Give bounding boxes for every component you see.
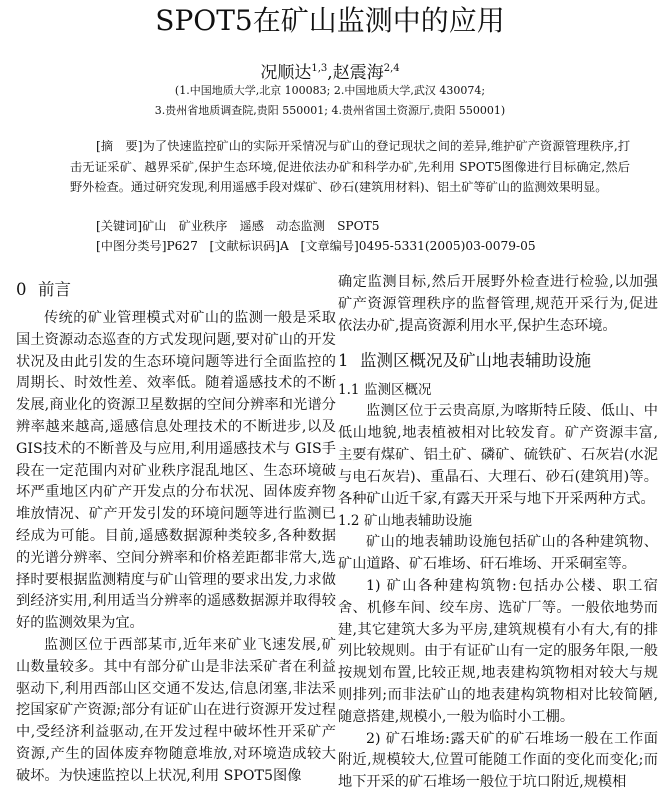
right-column xyxy=(338,272,658,794)
article-no-label: [文章编号] xyxy=(300,239,359,253)
left-column xyxy=(16,268,336,788)
doc-code-value: A xyxy=(280,239,289,253)
subsection-number: 1.2 xyxy=(338,513,360,530)
classification-line xyxy=(96,238,536,254)
subsection-heading-1-2 xyxy=(338,510,658,532)
doc-code-label: [文献标识码] xyxy=(209,239,280,253)
paragraph: 监测区位于西部某市,近年来矿业飞速发展,矿山数量较多。其中有部分矿山是非法采矿者在利益驱动下,利用西部山区交通不发达,信息闭塞,非法采挖国家矿产资源;部分有证矿山在进行资源开发过程中,受经济利益驱动,在开发过程中破坏性开采矿产资源,产生的固体废弃物随意堆放,对环境造成较大破坏。为快速监控以上状况,利用 SPOT5图像 xyxy=(16,636,336,784)
section-heading-1 xyxy=(338,349,658,373)
keywords-label: [关键词] xyxy=(96,219,143,233)
section-number: 1 xyxy=(338,351,349,371)
list-item-paragraph: 2) 矿石堆场:露天矿的矿石堆场一般在工作面附近,规模较大,位置可能随工作面的变化而变化;而地下开采的矿石堆场一般位于坑口附近,规模相 xyxy=(338,730,658,791)
affiliations-line-2: 3.贵州省地质调查院,贵阳 550001; 4.贵州省国土资源厅,贵阳 550001) xyxy=(154,104,506,117)
subsection-title: 矿山地表辅助设施 xyxy=(364,513,472,530)
section-title: 前言 xyxy=(38,280,71,299)
author-name: 况顺达 xyxy=(260,63,312,83)
author-separator: , xyxy=(327,63,333,83)
subsection-heading-1-1 xyxy=(338,379,658,401)
author-affiliation-sup: 2,4 xyxy=(383,63,400,74)
subsection-number: 1.1 xyxy=(338,382,360,399)
subsection-title: 监测区概况 xyxy=(364,382,432,399)
author-affiliation-sup: 1,3 xyxy=(311,63,328,74)
clc-label: [中图分类号] xyxy=(96,239,167,253)
author-line xyxy=(0,58,660,84)
paragraph-continuation: 确定监测目标,然后开展野外检查进行检验,以加强矿产资源管理秩序的监督管理,规范开采行为,促进依法办矿,提高资源利用水平,保护生态环境。 xyxy=(338,274,658,334)
section-number: 0 xyxy=(16,280,27,299)
section-heading-0 xyxy=(16,278,336,302)
keywords xyxy=(96,218,380,234)
paper-title: SPOT5在矿山监测中的应用 xyxy=(155,4,505,37)
affiliations-line-1: (1.中国地质大学,北京 100083; 2.中国地质大学,武汉 430074; xyxy=(174,84,486,97)
paragraph: 监测区位于云贵高原,为喀斯特丘陵、低山、中低山地貌,地表植被相对比较发育。矿产资源丰富,主要有煤矿、铝土矿、磷矿、硫铁矿、石灰岩(水泥与电石灰岩)、重晶石、大理石、砂石(建筑用)等。各种矿山近千家,有露天开采与地下开采两种方式。 xyxy=(338,403,658,507)
abstract xyxy=(70,136,630,198)
article-no-value: 0495-5331(2005)03-0079-05 xyxy=(358,239,536,253)
section-title: 监测区概况及矿山地表辅助设施 xyxy=(360,351,591,371)
clc-value: P627 xyxy=(166,239,198,253)
keywords-text: 矿山 矿业秩序 遥感 动态监测 SPOT5 xyxy=(142,219,380,233)
paragraph: 传统的矿业管理模式对矿山的监测一般是采取国土资源动态巡查的方式发现问题,要对矿山的开发状况及由此引发的生态环境问题等进行全面监控的周期长、时效性差、效率低。随着遥感技术的不断发展,商业化的资源卫星数据的空间分辨率和光谱分辨率越来越高,遥感信息处理技术的不断进步,以及 GIS技术的不断普及与应用,利用遥感技术与 GIS手段在一定范围内对矿业秩序混乱地区、生态环境破坏严重地区内矿产开发点的分布状况、固体废弃物堆放情况、矿产开发引发的环境问题等进行监测已经成为可能。目前,遥感数据源种类较多,各种数据的光谱分辨率、空间分辨率和价格差距都非常大,选择时要根据监测精度与矿山管理的要求出发,力求做到经济实用,利用适当分辨率的遥感数据源并取得较好的监测效果为宜。 xyxy=(16,310,336,632)
list-item-paragraph: 1) 矿山各种建构筑物:包括办公楼、职工宿舍、机修车间、绞车房、选矿厂等。一般依地势而建,其它建筑大多为平房,建筑规模有小有大,有的排列比较规则。由于有证矿山有一定的服务年限,一般按规划布置,比较正规,地表建构筑物相对较大与规则排列;而非法矿山的地表建构筑物相对比较简陋,随意搭建,规模小,一般为临时小工棚。 xyxy=(338,577,658,725)
author-name: 赵震海 xyxy=(332,63,384,83)
paragraph: 矿山的地表辅助设施包括矿山的各种建筑物、矿山道路、矿石堆场、矸石堆场、开采硐室等。 xyxy=(338,534,658,573)
abstract-label: [摘 要] xyxy=(96,139,143,153)
abstract-text: 为了快速监控矿山的实际开采情况与矿山的登记现状之间的差异,维护矿产资源管理秩序,打击无证采矿、越界采矿,保护生态环境,促进依法办矿和科学办矿,先利用 SPOT5图像进行目标确定,然后野外检查。通过研究发现,利用遥感手段对煤矿、砂石(建筑用材料)、铝土矿等矿山的监测效果明显。 xyxy=(70,139,631,194)
